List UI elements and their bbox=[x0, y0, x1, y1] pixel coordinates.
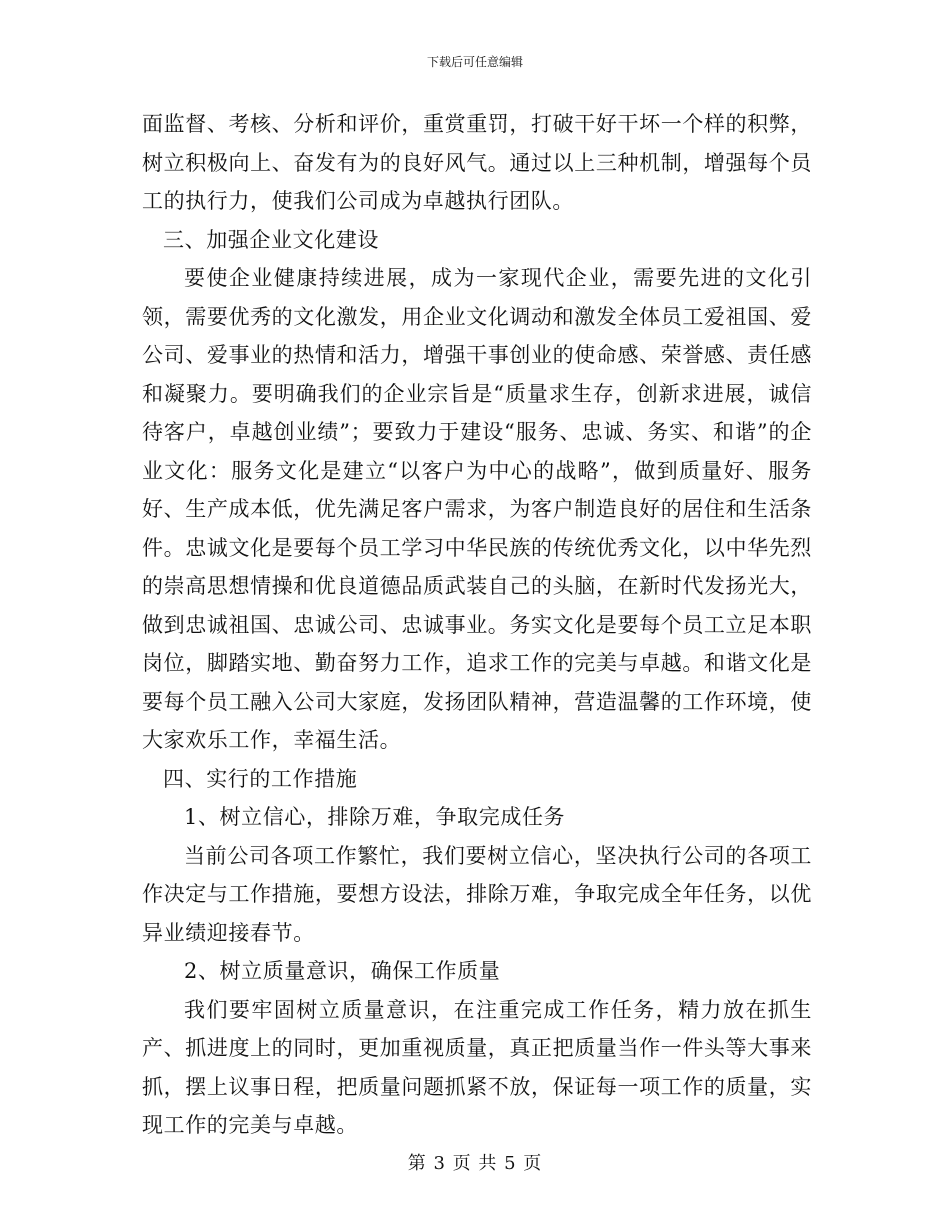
paragraph-quality: 我们要牢固树立质量意识，在注重完成工作任务，精力放在抓生产、抓进度上的同时，更加重视质量，真正把质量当作一件头等大事来抓，摆上议事日程，把质量问题抓紧不放，保证每一项工作的质量，实现工作的完美与卓越。 bbox=[142, 997, 812, 1137]
paragraph-continuation: 面监督、考核、分析和评价，重赏重罚，打破干好干坏一个样的积弊，树立积极向上、奋发有为的良好风气。通过以上三种机制，增强每个员工的执行力，使我们公司成为卓越执行团队。 bbox=[142, 112, 812, 213]
page-number: 第 3 页 共 5 页 bbox=[407, 1153, 543, 1174]
section-heading-4: 四、实行的工作措施 bbox=[163, 766, 358, 791]
section-heading-3: 三、加强企业文化建设 bbox=[163, 227, 379, 252]
paragraph-corporate-culture: 要使企业健康持续进展，成为一家现代企业，需要先进的文化引领，需要优秀的文化激发，用企业文化调动和激发全体员工爱祖国、爱公司、爱事业的热情和活力，增强干事创业的使命感、荣誉感、责任感和凝聚力。要明确我们的企业宗旨是“质量求生存，创新求进展，诚信待客户，卓越创业绩”；要致力于建设“服务、忠诚、务实、和谐”的企业文化：服务文化是建立“以客户为中心的战略”，做到质量好、服务好、生产成本低，优先满足客户需求，为客户制造良好的居住和生活条件。忠诚文化是要每个员工学习中华民族的传统优秀文化，以中华先烈的崇高思想情操和优良道德品质武装自己的头脑，在新时代发扬光大，做到忠诚祖国、忠诚公司、忠诚事业。务实文化是要每个员工立足本职岗位，脚踏实地、勤奋努力工作，追求工作的完美与卓越。和谐文化是要每个员工融入公司大家庭，发扬团队精神，营造温馨的工作环境，使大家欢乐工作，幸福生活。 bbox=[142, 266, 812, 752]
paragraph-confidence: 当前公司各项工作繁忙，我们要树立信心，坚决执行公司的各项工作决定与工作措施，要想方设法，排除万难，争取完成全年任务，以优异业绩迎接春节。 bbox=[142, 843, 812, 945]
subheading-2: 2、树立质量意识，确保工作质量 bbox=[184, 959, 501, 983]
page-header: 下载后可任意编辑 bbox=[426, 55, 523, 69]
page-footer bbox=[0, 1153, 950, 1175]
document-body bbox=[142, 105, 812, 1145]
subheading-1: 1、树立信心，排除万难，争取完成任务 bbox=[184, 805, 566, 829]
